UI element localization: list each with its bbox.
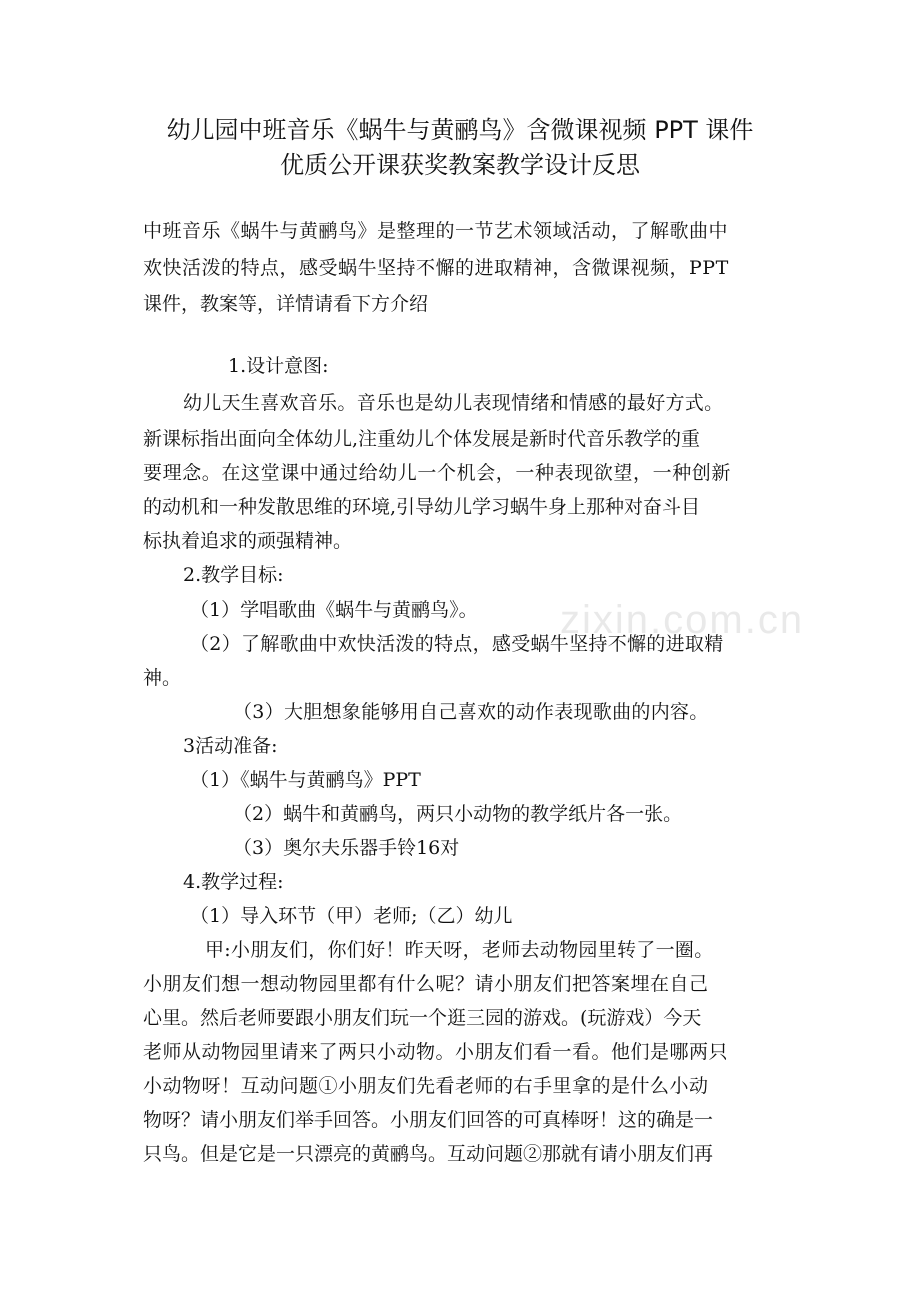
document-title-line-2: 优质公开课获奖教案教学设计反思 xyxy=(280,151,640,179)
document-title-line-1: 幼儿园中班音乐《蜗牛与黄鹂鸟》含微课视频 PPT 课件 xyxy=(166,116,754,144)
text-line: 中班音乐《蜗牛与黄鹂鸟》是整理的一节艺术领域活动，了解歌曲中 xyxy=(143,220,729,242)
list-item: （2）了解歌曲中欢快活泼的特点，感受蜗牛坚持不懈的进取精 xyxy=(190,633,724,655)
section-heading: 4.教学过程: xyxy=(183,871,284,893)
text-line: 欢快活泼的特点，感受蜗牛坚持不懈的进取精神，含微课视频，PPT xyxy=(143,257,729,279)
watermark: zixin.com.cn xyxy=(560,598,805,642)
text-line: 标执着追求的顽强精神。 xyxy=(143,530,353,552)
list-item: （1）《蜗牛与黄鹂鸟》PPT xyxy=(190,769,421,791)
text-line: 要理念。在这堂课中通过给幼儿一个机会，一种表现欲望，一种创新 xyxy=(143,462,732,484)
list-item: （3）大胆想象能够用自己喜欢的动作表现歌曲的内容。 xyxy=(233,701,709,723)
text-line: 甲:小朋友们，你们好！昨天呀，老师去动物园里转了一圈。 xyxy=(205,939,714,961)
list-item: （3）奥尔夫乐器手铃16对 xyxy=(233,837,460,859)
text-line: 新课标指出面向全体幼儿,注重幼儿个体发展是新时代音乐教学的重 xyxy=(143,428,701,450)
text-line: 只鸟。但是它是一只漂亮的黄鹂鸟。互动问题②那就有请小朋友们再 xyxy=(143,1143,714,1165)
text-line: 小动物呀！互动问题①小朋友们先看老师的右手里拿的是什么小动 xyxy=(143,1075,709,1097)
section-heading: 3活动准备: xyxy=(183,735,278,757)
text-line: 小朋友们想一想动物园里都有什么呢？请小朋友们把答案埋在自己 xyxy=(143,973,709,995)
text-line: 物呀？请小朋友们举手回答。小朋友们回答的可真棒呀！这的确是一 xyxy=(143,1109,714,1131)
text-line: 神。 xyxy=(143,667,182,689)
text-line: 幼儿天生喜欢音乐。音乐也是幼儿表现情绪和情感的最好方式。 xyxy=(183,392,724,414)
text-line: 心里。然后老师要跟小朋友们玩一个逛三园的游戏。(玩游戏）今天 xyxy=(143,1007,702,1029)
text-line: 老师从动物园里请来了两只小动物。小朋友们看一看。他们是哪两只 xyxy=(143,1041,729,1063)
list-item: （1）导入环节（甲）老师;（乙）幼儿 xyxy=(190,905,513,927)
list-item: （1）学唱歌曲《蜗牛与黄鹂鸟》。 xyxy=(190,599,478,621)
list-item: （2）蜗牛和黄鹂鸟，两只小动物的教学纸片各一张。 xyxy=(233,803,683,825)
text-line: 的动机和一种发散思维的环境,引导幼儿学习蜗牛身上那种对奋斗目 xyxy=(143,496,701,518)
text-line: 课件，教案等，详情请看下方介绍 xyxy=(143,293,429,315)
section-heading: 2.教学目标: xyxy=(183,564,284,586)
section-heading: 1.设计意图: xyxy=(228,355,329,377)
